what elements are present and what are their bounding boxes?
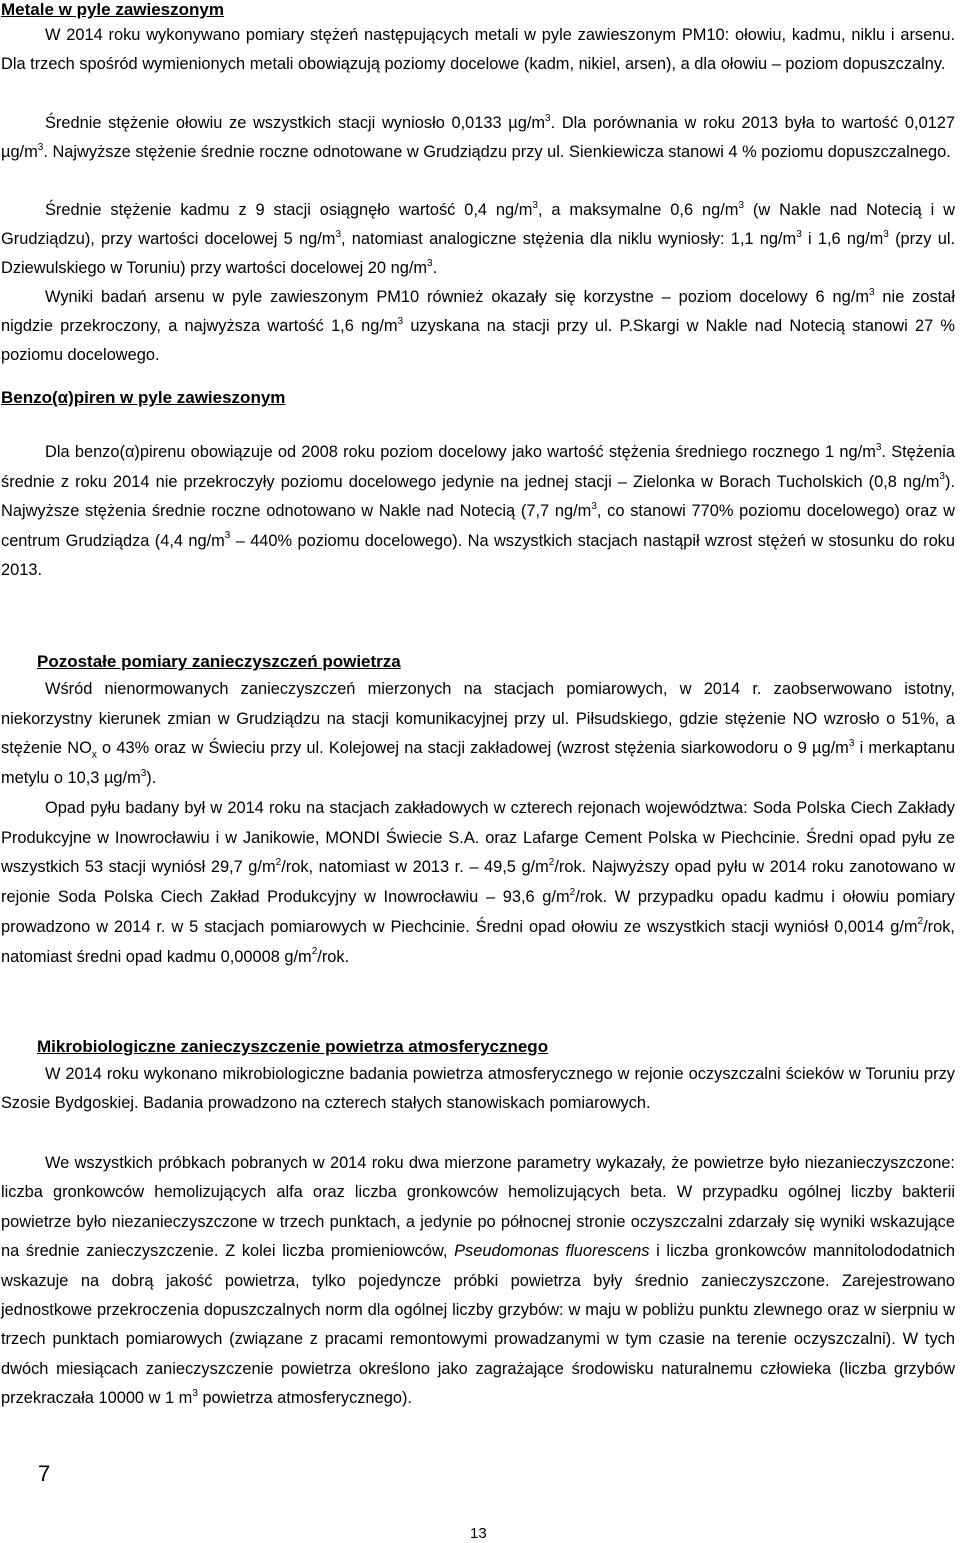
paragraph-benzopyrene: Dla benzo(α)pirenu obowiązuje od 2008 roku poziom docelowy jako wartość stężenia średniego rocznego 1 $ng/m^3$. Stężenia średnie z roku 2014 nie przekroczyły poziomu docelowego jedynie na jednej stacji – Zielonka w Borach Tucholskich (0,8 $ng/m^3$). Najwyższe stężenia średnie roczne odnotowano w Nakle nad Notecią (7,7 $ng/m^3$, co stanowi 770% poziomu docelowego) oraz w centrum Grudziądza (4,4 $ng/m^3 - 440\%$ poziomu docelowego). Na wszystkich stacjach nastąpił wzrost stężeń w stosunku do roku 2013. [1, 441, 955, 580]
paragraph-unregulated-pollutants: Wśród nienormowanych zanieczyszczeń mierzonych na stacjach pomiarowych, w 2014 r. zaobserwowano istotny, niekorzystny kierunek zmian w Grudziądzu na stacji komunikacyjnej przy ul. Piłsudskiego, gdzie stężenie NO wzrosło o 51%, a stężenie $NO_x$ o 43% oraz w Świeciu przy ul. Kolejowej na stacji zakładowej (wzrost stężenia siarkowodoru o 9 $\mu g/m^3$ i merkaptanu metylu o 10,3 $\mu g/m^3$). [1, 680, 955, 788]
paragraph-dust-deposition: Opad pyłu badany był w 2014 roku na stacjach zakładowych w czterech rejonach województwa: Soda Polska Ciech Zakłady Produkcyjne w Inowrocławiu i w Janikowie, MONDI Świecie S.A. oraz Lafarge Cement Polska w Piechcinie. Średni opad pyłu ze wszystkich 53 stacji wyniósł 29,7 $g/m^2$/rok, natomiast w 2013 r. – 49,5 $g/m^2$/rok. Najwyższy opad pyłu w 2014 roku zanotowano w rejonie Soda Polska Ciech Zakład Produkcyjny w Inowrocławiu – 93,6 $g/m^2$/rok. W przypadku opadu kadmu i ołowiu pomiary prowadzono w 2014 r. w 5 stacjach pomiarowych w Piechcinie. Średni opad ołowiu ze wszystkich stacji wyniósł 0,0014 $g/m^2$/rok, natomiast średni opad kadmu 0,00008 $g/m^2$/rok. [1, 799, 956, 966]
paragraph-microbiology-intro: W 2014 roku wykonano mikrobiologiczne badania powietrza atmosferycznego w rejonie oczyszczalni ścieków w Toruniu przy Szosie Bydgoskiej. Badania prowadzono na czterech stałych stanowiskach pomiarowych. [1, 1065, 955, 1113]
page-number: 13 [470, 1525, 487, 1542]
section-heading-benzopyrene: Benzo(α)piren w pyle zawieszonym [1, 388, 286, 407]
paragraph-metals-intro: W 2014 roku wykonywano pomiary stężeń następujących metali w pyle zawieszonym PM10: ołowiu, kadmu, niklu i arsenu. Dla trzech spośród wymienionych metali obowiązują poziomy docelowe (kadm, nikiel, arsen), a dla ołowiu – poziom dopuszczalny. [1, 26, 955, 74]
section-heading-microbiology: Mikrobiologiczne zanieczyszczenie powietrza atmosferycznego [37, 1037, 549, 1056]
section-heading-other-measurements: Pozostałe pomiary zanieczyszczeń powietrza [37, 652, 401, 671]
paragraph-cadmium-nickel: Średnie stężenie kadmu z 9 stacji osiągnęło wartość 0,4 $ng/m^3$, a maksymalne 0,6 $ng/m^3$ (w Nakle nad Notecią i w Grudziądzu), przy wartości docelowej 5 $ng/m^3$, natomiast analogiczne stężenia dla niklu wyniosły: 1,1 $ng/m^3$ i 1,6 $ng/m^3$ (przy ul. Dziewulskiego w Toruniu) przy wartości docelowej 20 $ng/m^3$. [1, 199, 956, 278]
section-heading-metals: Metale w pyle zawieszonym [1, 0, 224, 19]
paragraph-lead: Średnie stężenie ołowiu ze wszystkich stacji wyniosło 0,0133 $\mu g/m^3$. Dla porównania w roku 2013 była to wartość 0,0127 $\mu g/m^3$. Najwyższe stężenie średnie roczne odnotowane w Grudziądzu przy ul. Sienkiewicza stanowi 4 % poziomu dopuszczalnego. [1, 112, 955, 162]
page-mark: 7 [38, 1461, 51, 1486]
paragraph-arsenic: Wyniki badań arsenu w pyle zawieszonym PM10 również okazały się korzystne – poziom docelowy 6 $ng/m^3$ nie został nigdzie przekroczony, a najwyższa wartość 1,6 $ng/m^3$ uzyskana na stacji przy ul. P.Skargi w Nakle nad Notecią stanowi 27 % poziomu docelowego. [1, 286, 955, 365]
paragraph-microbiology-results: We wszystkich próbkach pobranych w 2014 roku dwa mierzone parametry wykazały, że powietrze było niezanieczyszczone: liczba gronkowców hemolizujących alfa oraz liczba gronkowców hemolizujących beta. W przypadku ogólnej liczby bakterii powietrze było niezanieczyszczone w trzech punktach, a jedynie po północnej stronie oczyszczalni zdarzały się wyniki wskazujące na średnie zanieczyszczenie. Z kolei liczba promieniowców, Pseudomonas fluorescens i liczba gronkowców mannitolododatnich wskazuje na dobrą jakość powietrza, tylko pojedyncze próbki powietrza były średnio zanieczyszczone. Zarejestrowano jednostkowe przekroczenia dopuszczalnych norm dla ogólnej liczby grzybów: w maju w pobliżu punktu zlewnego oraz w sierpniu w trzech punktach pomiarowych (związane z pracami remontowymi prowadzanymi w tym czasie na terenie oczyszczalni). W tych dwóch miesiącach zanieczyszczenie powietrza określono jako zagrażające środowisku naturalnemu człowieka (liczba grzybów przekraczała 10000 w 1 $m^3$ powietrza atmosferycznego). [1, 1154, 955, 1408]
